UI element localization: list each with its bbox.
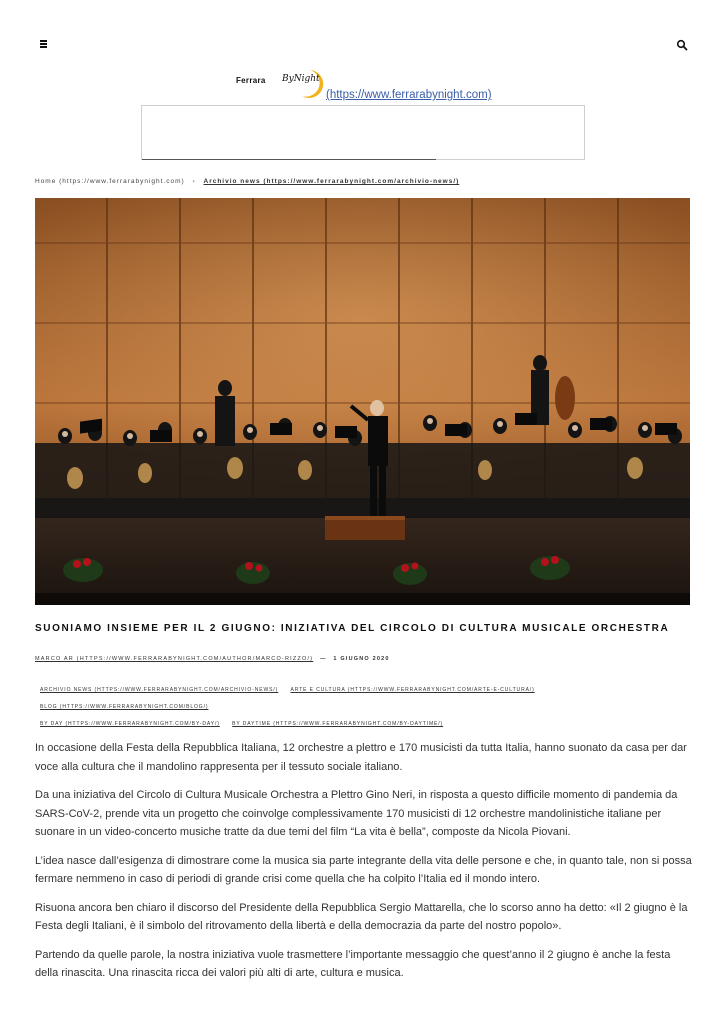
article-paragraph: L’idea nasce dall’esigenza di dimostrare come la musica sia parte integrante della vita delle persone e che, in quanto tale, non si possa fermare nemmeno in caso di periodi di grande crisi come quella che ha colpito l’Italia ed il mondo intero. — [35, 854, 692, 885]
search-icon[interactable] — [676, 39, 688, 51]
tag-link[interactable]: BY DAY (HTTPS://WWW.FERRARABYNIGHT.COM/BY-DAY/) — [40, 721, 220, 727]
article-paragraph: Da una iniziativa del Circolo di Cultura Musicale Orchestra a Plettro Gino Neri, in risposta a questo difficile momento di pandemia da SARS-CoV-2, prende vita un progetto che coinvolge complessivamente 170 musicisti di 12 orchestre mandolinistiche italiane per suonare in un video-concerto musiche tratte da due temi del film “La vita è bella”, composte da Nicola Piovani. — [35, 789, 678, 838]
post-title: SUONIAMO INSIEME PER IL 2 GIUGNO: INIZIATIVA DEL CIRCOLO DI CULTURA MUSICALE ORCHESTRA — [35, 623, 670, 634]
hero-image — [35, 198, 690, 605]
author-link[interactable]: MARCO AR (HTTPS://WWW.FERRARABYNIGHT.COM/AUTHOR/MARCO-RIZZO/) — [35, 656, 314, 662]
breadcrumb-current-link[interactable]: Archivio news (https://www.ferrarabynight.com/archivio-news/) — [203, 178, 460, 185]
logo-brand-secondary: ByNight — [282, 74, 320, 84]
meta-separator: — — [319, 656, 327, 662]
ad-banner-underline — [142, 159, 436, 160]
moon-logo-icon — [296, 68, 326, 100]
article-paragraph: Risuona ancora ben chiaro il discorso del Presidente della Repubblica Sergio Mattarella, che lo scorso anno ha detto: «Il 2 giugno è la Festa degli Italiani, è il simbolo del ritrovamento della libertà e della democrazia da parte del nostro popolo». — [35, 901, 688, 932]
article-paragraph: Partendo da quelle parole, la nostra iniziativa vuole trasmettere l’importante messaggio che quest’anno il 2 giugno è anche la festa della rinascita. Una rinascita ricca dei valori più alti di arte, cultura e musica. — [35, 948, 671, 979]
logo-link[interactable]: (https://www.ferrarabynight.com) — [326, 89, 492, 101]
article-paragraph: In occasione della Festa della Repubblica Italiana, 12 orchestre a plettro e 170 musicisti da tutta Italia, hanno suonato da casa per dar voce alla cultura che il mandolino rappresenta per il tessuto sociale italiano. — [35, 742, 687, 773]
logo-brand-primary: Ferrara — [236, 76, 266, 85]
hamburger-icon[interactable] — [40, 40, 50, 50]
post-meta — [35, 656, 390, 662]
ad-banner-placeholder[interactable] — [141, 105, 585, 160]
site-logo[interactable] — [236, 66, 328, 102]
tag-link[interactable]: BY DAYTIME (HTTPS://WWW.FERRARABYNIGHT.COM/BY-DAYTIME/) — [232, 721, 444, 727]
top-bar — [40, 40, 688, 54]
article-body — [35, 739, 695, 993]
breadcrumb-separator: › — [192, 178, 196, 185]
breadcrumb-home-link[interactable]: Home (https://www.ferrarabynight.com) — [35, 178, 185, 185]
breadcrumb — [35, 178, 459, 185]
tag-link[interactable]: ARTE E CULTURA (HTTPS://WWW.FERRARABYNIGHT.COM/ARTE-E-CULTURA/) — [290, 687, 535, 693]
orchestra-photo — [35, 198, 690, 605]
tag-link[interactable]: ARCHIVIO NEWS (HTTPS://WWW.FERRARABYNIGHT.COM/ARCHIVIO-NEWS/) — [40, 687, 279, 693]
tag-link[interactable]: BLOG (HTTPS://WWW.FERRARABYNIGHT.COM/BLOG/) — [40, 704, 209, 710]
post-date: 1 GIUGNO 2020 — [333, 656, 390, 662]
post-tags — [40, 682, 690, 733]
